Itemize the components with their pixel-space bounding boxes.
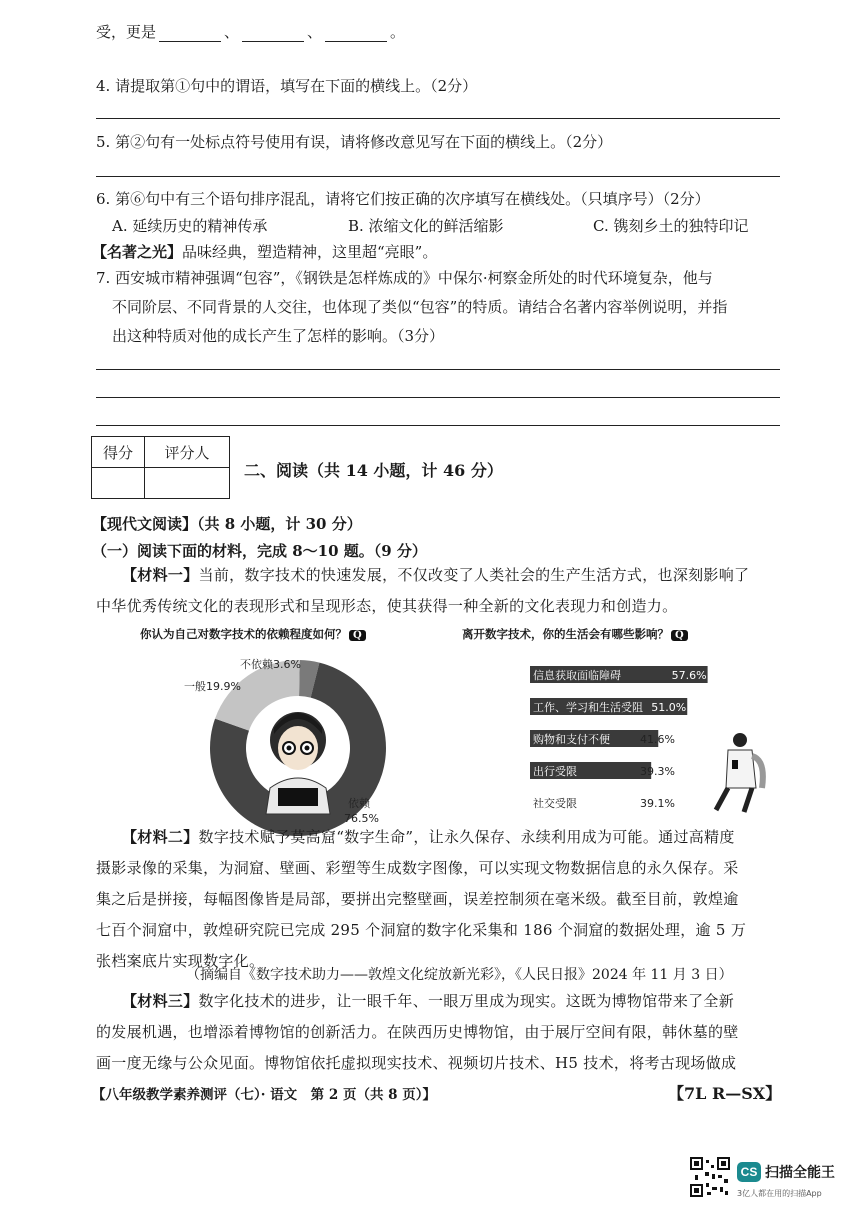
question-5: 5. 第②句有一处标点符号使用有误，请将修改意见写在下面的横线上。（2分）	[96, 133, 613, 151]
modern-reading-tag: 【现代文阅读】	[92, 515, 198, 533]
material-2-line: 数字技术赋予莫高窟“数字生命”，让永久保存、永续利用成为可能。通过高精度	[198, 828, 735, 846]
bar-category-label: 信息获取面临障碍	[533, 669, 621, 682]
bar-chart-title-row	[462, 626, 688, 642]
pie-label-normal: 一般19.9%	[184, 680, 241, 693]
material-1-line: 中华优秀传统文化的表现形式和呈现形态，使其获得一种全新的文化表现力和创造力。	[96, 597, 678, 615]
material-3-tag: 【材料三】	[122, 992, 199, 1010]
modern-reading-rest: （共 8 小题，计 30 分）	[197, 515, 362, 533]
bar-value-label: 41.6%	[640, 733, 675, 746]
material-3-line: 的发展机遇，也增添着博物馆的创新活力。在陕西历史博物馆，由于展厅空间有限，韩休墓的壁	[96, 1023, 739, 1041]
answer-line-q7[interactable]	[96, 397, 780, 398]
pie-label-not-dependent: 不依赖3.6%	[240, 658, 301, 671]
mingzhu-text: 品味经典，塑造精神，这里超“亮眼”。	[182, 243, 438, 261]
bar-group	[530, 666, 708, 810]
continued-answer-line	[96, 22, 405, 42]
material-2	[96, 822, 796, 977]
material-3	[96, 986, 796, 1079]
bar-value-label: 39.1%	[640, 797, 675, 810]
bar-value-label: 57.6%	[671, 669, 707, 682]
pie-value-dependent: 76.5%	[344, 812, 379, 825]
q7-line: 出这种特质对他的成长产生了怎样的影响。（3分）	[112, 327, 445, 345]
person-with-phone-illustration	[716, 733, 763, 812]
question-4: 4. 请提取第①句中的谓语，填写在下面的横线上。（2分）	[96, 77, 478, 95]
bar-chart	[530, 660, 790, 820]
person-illustration	[266, 712, 330, 814]
material-1-line: 当前，数字技术的快速发展，不仅改变了人类社会的生产生活方式，也深刻影响了	[198, 566, 750, 584]
bar-category-label: 购物和支付不便	[533, 733, 610, 746]
grader-cell[interactable]	[145, 468, 230, 499]
search-icon: Q	[671, 630, 688, 641]
question-7	[96, 264, 727, 351]
bar-category-label: 出行受限	[533, 765, 577, 778]
answer-blank[interactable]	[242, 27, 304, 42]
camscanner-logo: CS	[737, 1162, 761, 1182]
mingzhu-tag: 【名著之光】	[92, 243, 183, 261]
score-header: 得分	[92, 437, 145, 468]
score-cell[interactable]	[92, 468, 145, 499]
pie-chart-title-row	[140, 626, 366, 642]
score-table	[91, 436, 230, 499]
separator: 、	[307, 23, 323, 41]
answer-blank[interactable]	[159, 27, 221, 42]
q6-option-b: B. 浓缩文化的鲜活缩影	[348, 217, 504, 235]
question-6: 6. 第⑥句中有三个语句排序混乱，请将它们按正确的次序填写在横线处。（只填序号）（2分）	[96, 190, 710, 208]
answer-blank[interactable]	[325, 27, 387, 42]
qr-code-icon	[690, 1157, 730, 1197]
search-icon: Q	[349, 630, 366, 641]
q7-line: 不同阶层、不同背景的人交往，也体现了类似“包容”的特质。请结合名著内容举例说明，并指	[112, 298, 728, 316]
continued-text: 受，更是	[96, 23, 157, 41]
modern-reading-title	[92, 514, 362, 534]
material-2-tag: 【材料二】	[122, 828, 199, 846]
scanner-tagline: 3亿人都在用的扫描App	[737, 1189, 822, 1198]
answer-line-q7[interactable]	[96, 369, 780, 370]
part-1-title: （一）阅读下面的材料，完成 8～10 题。（9 分）	[92, 542, 427, 560]
bar-value-label: 51.0%	[651, 701, 687, 714]
bar-value-label: 39.3%	[640, 765, 675, 778]
grader-header: 评分人	[145, 437, 230, 468]
pie-label-dependent: 依赖	[348, 797, 370, 810]
section-2-title: 二、阅读（共 14 小题，计 46 分）	[244, 461, 503, 480]
q6-option-c: C. 镌刻乡土的独特印记	[593, 217, 749, 235]
scanner-app-name: 扫描全能王	[765, 1165, 835, 1181]
material-2-line: 七百个洞窟中，敦煌研究院已完成 295 个洞窟的数字化采集和 186 个洞窟的数据处理，逾 5 万	[96, 921, 747, 939]
material-3-line: 数字化技术的进步，让一眼千年、一眼万里成为现实。这既为博物馆带来了全新	[198, 992, 735, 1010]
bar-category-label: 工作、学习和生活受阻	[533, 701, 643, 714]
paper-code: 【7L R—SX】	[668, 1084, 782, 1103]
material-1	[96, 560, 796, 622]
answer-line-q7[interactable]	[96, 425, 780, 426]
bar-category-label: 社交受限	[533, 797, 577, 810]
material-1-tag: 【材料一】	[122, 566, 199, 584]
material-2-line: 摄影录像的采集，为洞窟、壁画、彩塑等生成数字图像，可以实现文物数据信息的永久保存。采	[96, 859, 739, 877]
separator: 、	[224, 23, 240, 41]
material-2-line: 集之后是拼接，每幅图像皆是局部，要拼出完整壁画，误差控制须在毫米级。截至目前，敦煌逾	[96, 890, 739, 908]
bar-chart-title: 离开数字技术，你的生活会有哪些影响？	[462, 627, 669, 641]
period: 。	[390, 23, 406, 41]
page-footer-info: 【八年级教学素养测评（七）· 语文 第 2 页（共 8 页）】	[92, 1087, 436, 1103]
q7-line: 7. 西安城市精神强调“包容”，《钢铁是怎样炼成的》中保尔·柯察金所处的时代环境复杂，他与	[96, 269, 713, 287]
material-2-line: 张档案底片实现数字化。	[96, 952, 265, 970]
mingzhu-intro	[92, 242, 437, 262]
q6-option-a: A. 延续历史的精神传承	[112, 217, 268, 235]
answer-line-q5[interactable]	[96, 176, 780, 177]
answer-line-q4[interactable]	[96, 118, 780, 119]
pie-chart-title: 你认为自己对数字技术的依赖程度如何？	[140, 627, 347, 641]
material-2-source: （摘编自《数字技术助力——敦煌文化绽放新光彩》，《人民日报》2024 年 11 月 3 日）	[186, 967, 733, 983]
material-3-line: 画一度无缘与公众见面。博物馆依托虚拟现实技术、视频切片技术、H5 技术，将考古现场做成	[96, 1054, 737, 1072]
pie-chart	[180, 648, 420, 838]
